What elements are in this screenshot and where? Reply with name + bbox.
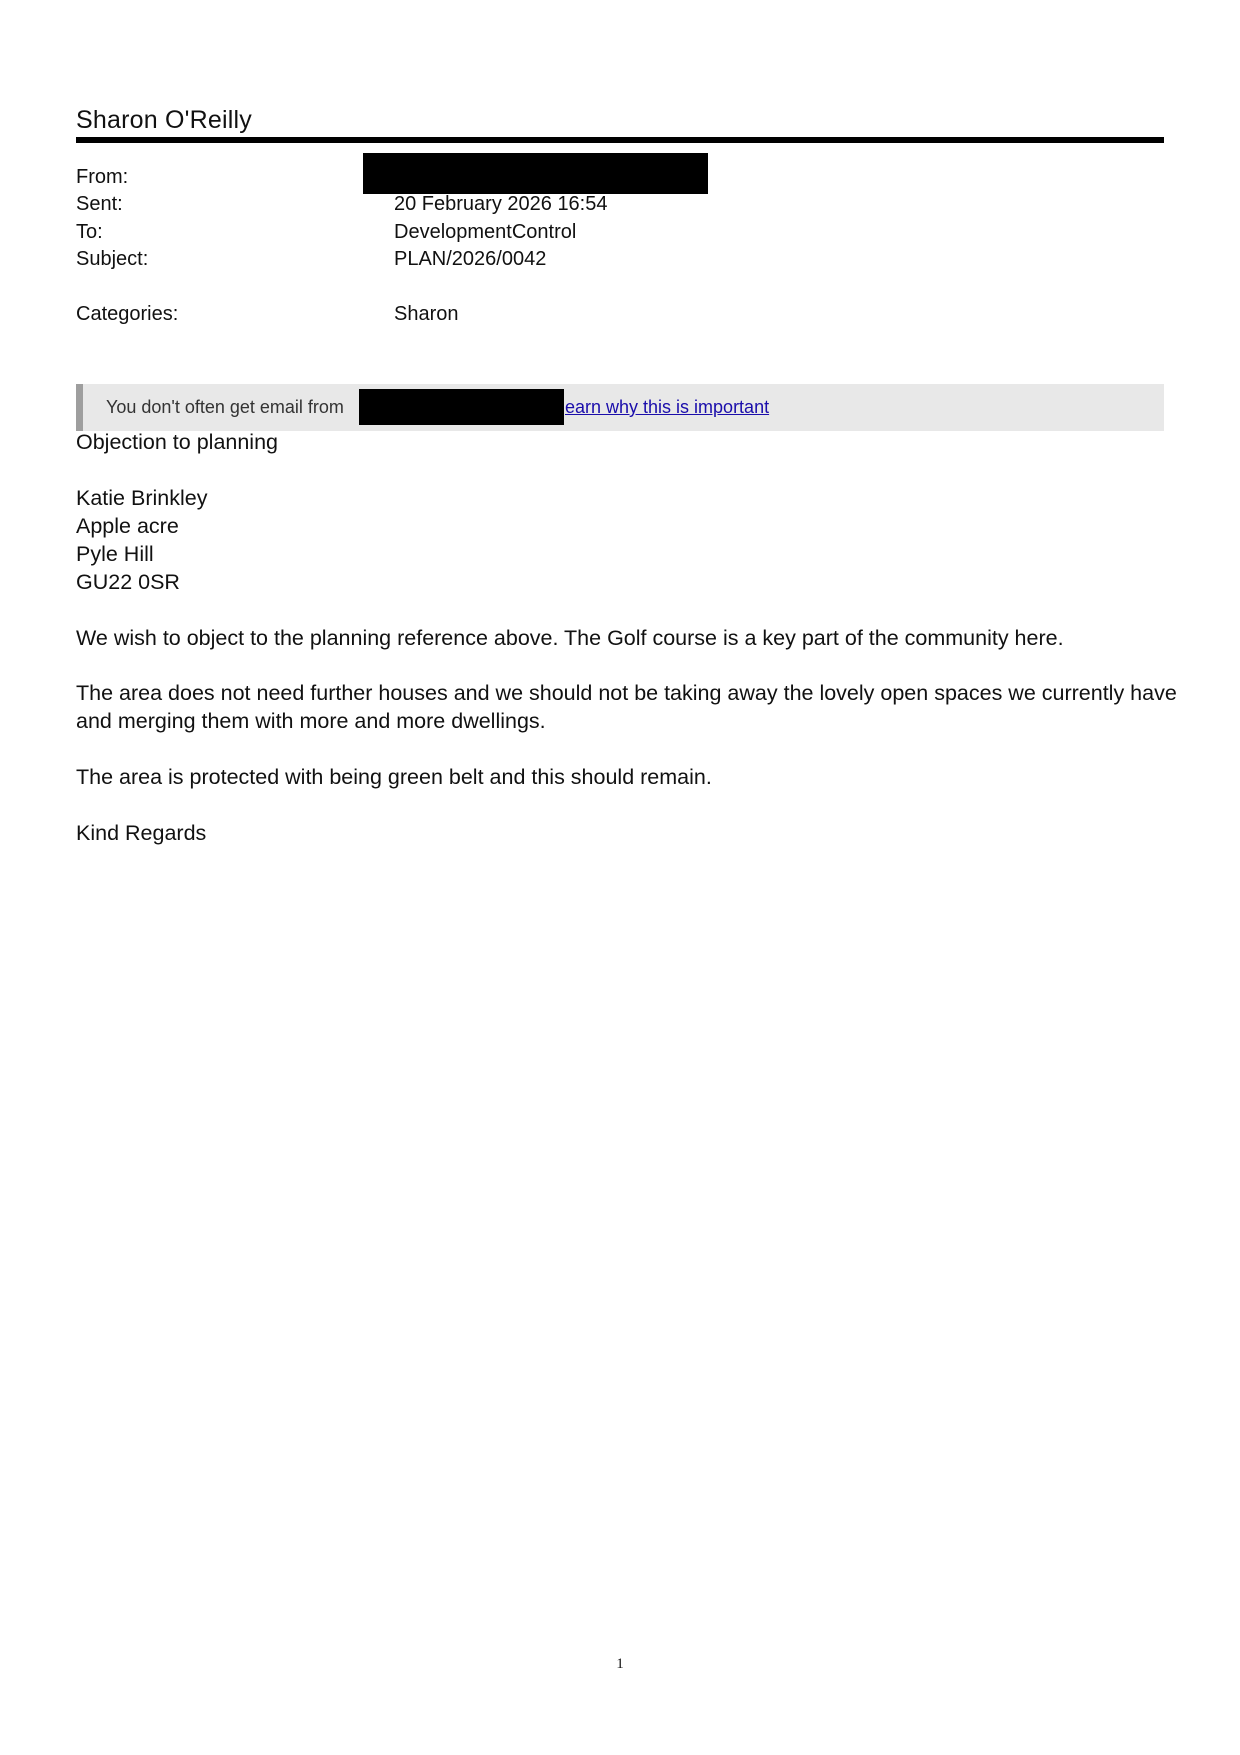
- header-divider: [76, 137, 1164, 143]
- banner-text: You don't often get email from: [106, 397, 344, 417]
- body-opening-line: Objection to planning: [76, 430, 279, 454]
- sent-label: Sent:: [76, 193, 123, 215]
- body-paragraph-2-line-1: The area does not need further houses and we should not be taking away the lovely open spaces we currently have: [76, 681, 1177, 705]
- external-sender-banner: [76, 384, 1164, 431]
- categories-label: Categories:: [76, 303, 179, 325]
- body-paragraph-3: The area is protected with being green belt and this should remain.: [76, 765, 712, 789]
- subject-value: PLAN/2026/0042: [394, 248, 547, 270]
- banner-accent-bar: [76, 384, 83, 431]
- from-label: From:: [76, 166, 129, 188]
- sender-name-heading: Sharon O'Reilly: [76, 106, 252, 134]
- to-label: To:: [76, 221, 103, 243]
- subject-label: Subject:: [76, 248, 149, 270]
- to-value: DevelopmentControl: [394, 221, 577, 243]
- page-number: 1: [616, 1656, 624, 1672]
- address-postcode: GU22 0SR: [76, 570, 180, 594]
- learn-why-link[interactable]: earn why this is important: [565, 397, 770, 417]
- address-name: Katie Brinkley: [76, 486, 208, 510]
- signoff: Kind Regards: [76, 821, 207, 845]
- categories-value: Sharon: [394, 303, 459, 325]
- address-road: Pyle Hill: [76, 542, 154, 566]
- redacted-sender-in-banner: [359, 389, 564, 425]
- redacted-from-address: [363, 153, 708, 194]
- body-paragraph-1: We wish to object to the planning reference above. The Golf course is a key part of the community here.: [76, 626, 1064, 650]
- sent-value: 20 February 2026 16:54: [394, 193, 608, 215]
- address-house: Apple acre: [76, 514, 179, 538]
- body-paragraph-2-line-2: and merging them with more and more dwellings.: [76, 709, 546, 733]
